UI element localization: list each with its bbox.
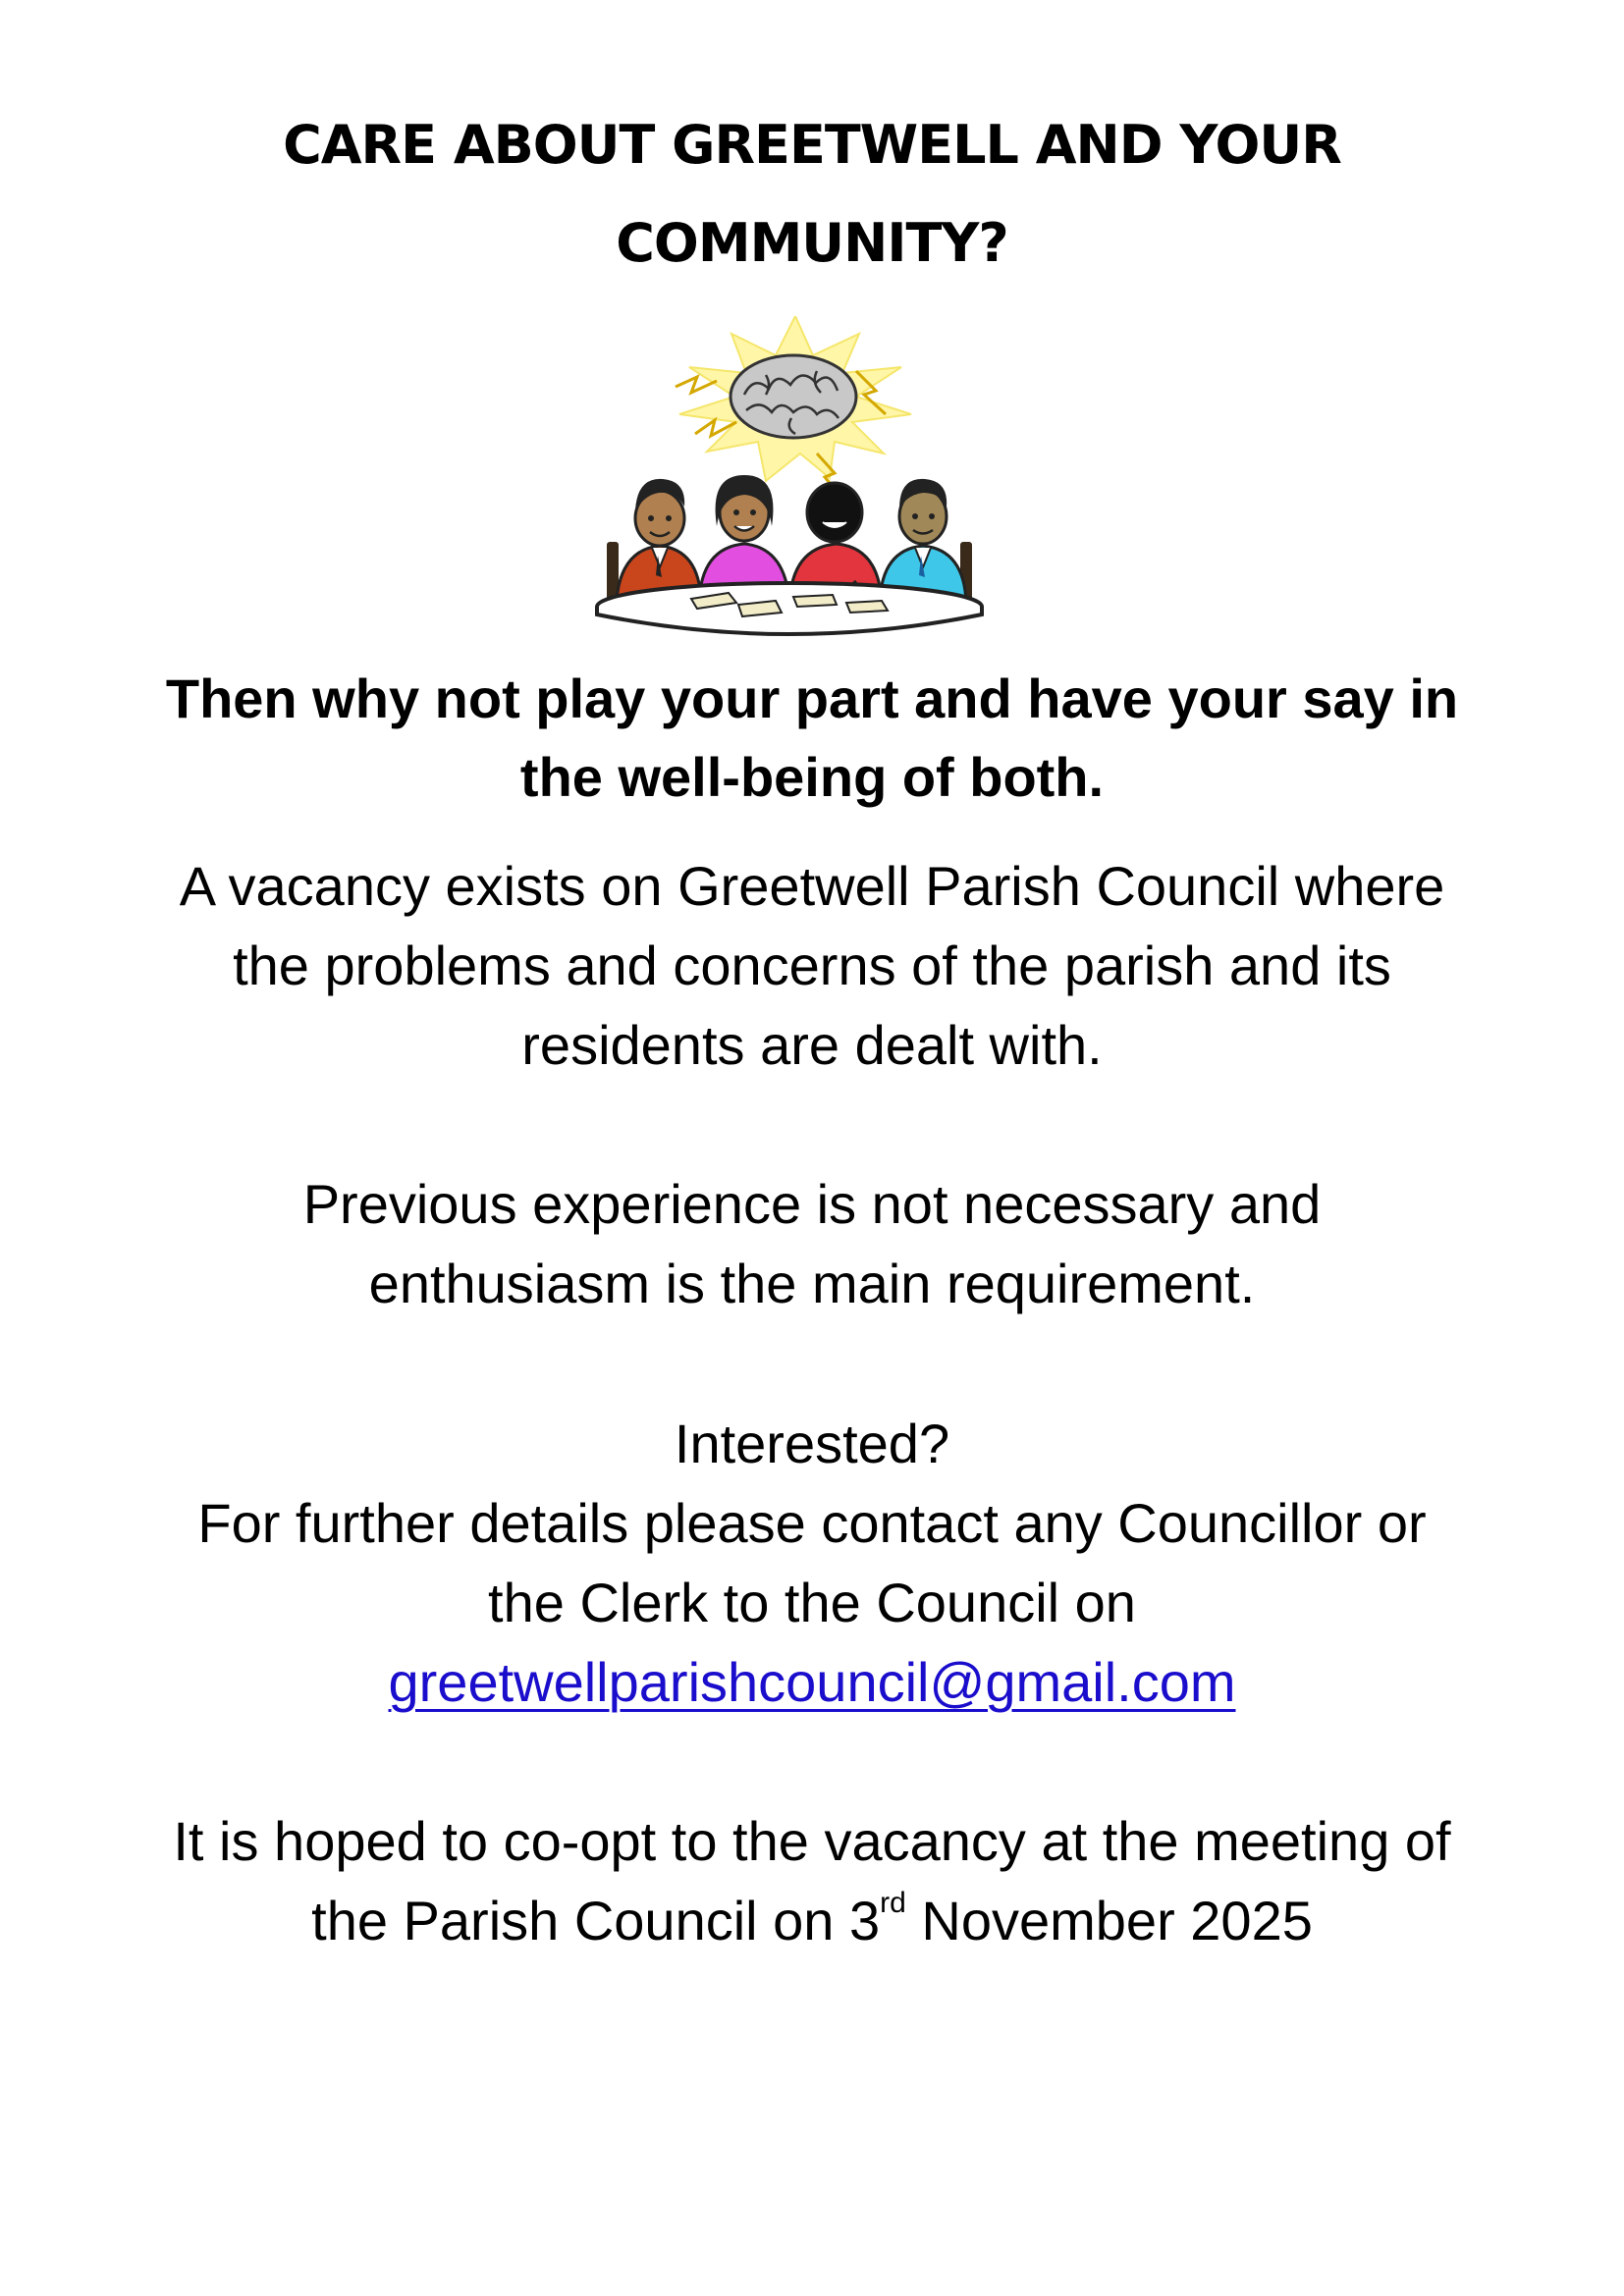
email-line (59, 1642, 1565, 1722)
poster-subheading (59, 660, 1565, 817)
person-4 (880, 479, 966, 603)
email-link[interactable]: greetwellparishcouncil@gmail.com (388, 1651, 1236, 1713)
heading-line-2: COMMUNITY? (616, 212, 1008, 274)
meeting-line-1: It is hoped to co-opt to the vacancy at the meeting of (173, 1810, 1451, 1872)
experience-line-2: enthusiasm is the main requirement. (368, 1253, 1256, 1314)
contact-line-1: Interested? (674, 1413, 950, 1474)
people-meeting-brainstorm-icon (589, 316, 1001, 640)
person-1 (617, 479, 701, 601)
contact-paragraph (59, 1404, 1565, 1722)
meeting-line-2 (59, 1881, 1565, 1960)
vacancy-line-3: residents are dealt with. (521, 1014, 1103, 1076)
contact-line-3: the Clerk to the Council on (488, 1572, 1136, 1633)
meeting-date-prefix: the Parish Council on 3 (311, 1890, 881, 1951)
round-table (597, 583, 982, 634)
brain-icon (731, 355, 856, 438)
subheading-line-2: the well-being of both. (519, 746, 1105, 808)
ordinal-suffix: rd (880, 1887, 906, 1919)
subheading-line-1: Then why not play your part and have your say in (165, 667, 1459, 729)
meeting-paragraph (59, 1801, 1565, 1960)
vacancy-paragraph (59, 846, 1565, 1085)
meeting-date-suffix: November 2025 (905, 1890, 1313, 1951)
poster-heading (0, 96, 1624, 293)
vacancy-line-1: A vacancy exists on Greetwell Parish Council where (179, 855, 1445, 917)
contact-line-2: For further details please contact any Councillor or (197, 1492, 1427, 1554)
experience-paragraph (59, 1164, 1565, 1323)
heading-line-1: CARE ABOUT GREETWELL AND YOUR (283, 114, 1341, 176)
experience-line-1: Previous experience is not necessary and (302, 1173, 1322, 1235)
vacancy-line-2: the problems and concerns of the parish and its (233, 934, 1391, 996)
